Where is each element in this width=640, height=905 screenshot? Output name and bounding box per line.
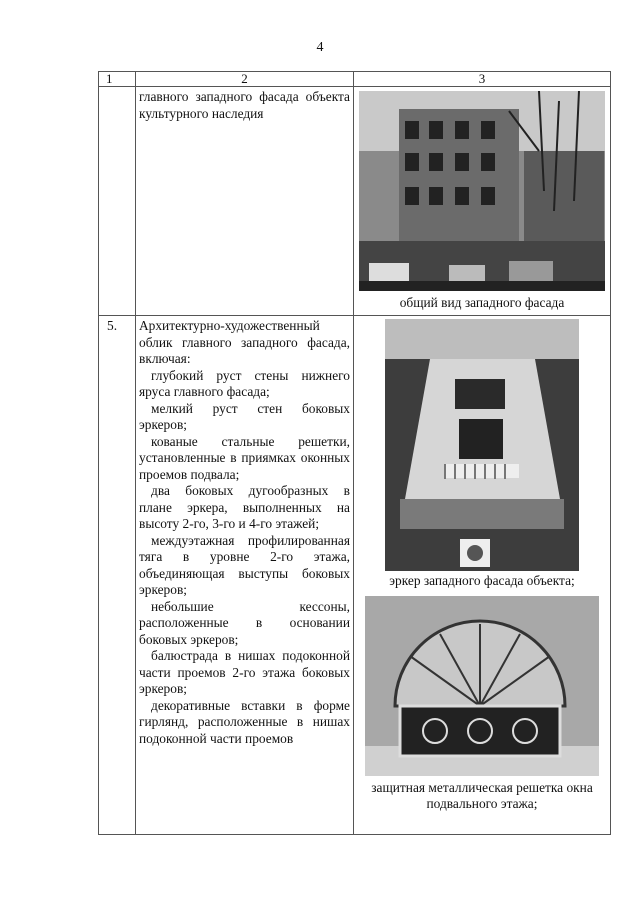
list-item: глубокий руст стены нижнего яруса главного фасада; bbox=[139, 367, 350, 399]
element-list bbox=[136, 316, 353, 747]
list-item: декоративные вставки в форме гирлянд, расположенные в нишах подоконной части проемов bbox=[139, 697, 350, 746]
continued-description: главного западного фасада объекта культурного наследия bbox=[139, 89, 350, 121]
west-facade-caption: общий вид западного фасада bbox=[399, 295, 565, 310]
list-item: мелкий руст стен боковых эркеров; bbox=[139, 400, 350, 432]
list-item: кованые стальные решетки, установленные в приямках оконных проемов подвала; bbox=[139, 433, 350, 482]
list-item: балюстрада в нишах подоконной части проемов 2-го этажа боковых эркеров; bbox=[139, 648, 350, 696]
heritage-elements-table bbox=[98, 71, 611, 835]
basement-grille-caption: защитная металлическая решетка окна подвального этажа; bbox=[371, 779, 593, 811]
table-row-5 bbox=[99, 316, 611, 835]
table-header-row bbox=[99, 72, 611, 87]
row-photo-cell bbox=[354, 87, 611, 316]
row-description-cell bbox=[136, 316, 354, 835]
row-number-cell-empty bbox=[99, 87, 136, 316]
bay-window-photo bbox=[385, 319, 579, 571]
table-row-continued bbox=[99, 87, 611, 316]
bay-window-caption: эркер западного фасада объекта; bbox=[389, 573, 575, 588]
row-number-cell bbox=[99, 316, 136, 835]
list-item: междуэтажная профилированная тяга в уровне 2-го этажа, объединяющая выступы боковых эркеров; bbox=[139, 532, 350, 597]
header-col-1: 1 bbox=[99, 72, 136, 87]
header-col-3: 3 bbox=[354, 72, 611, 87]
basement-grille-photo bbox=[365, 596, 599, 776]
page-number: 4 bbox=[316, 40, 324, 55]
west-facade-photo bbox=[359, 91, 605, 291]
list-item: два боковых дугообразных в плане эркера, выполненных на высоту 2-го, 3-го и 4-го этажей; bbox=[139, 483, 350, 531]
header-col-2: 2 bbox=[136, 72, 354, 87]
row-photo-cell bbox=[354, 316, 611, 835]
list-item: небольшие кессоны, расположенные в основании боковых эркеров; bbox=[139, 598, 350, 647]
row-number: 5. bbox=[107, 318, 118, 333]
row-description-cell bbox=[136, 87, 354, 316]
list-intro: Архитектурно-художественный облик главного западного фасада, включая: bbox=[139, 318, 350, 366]
